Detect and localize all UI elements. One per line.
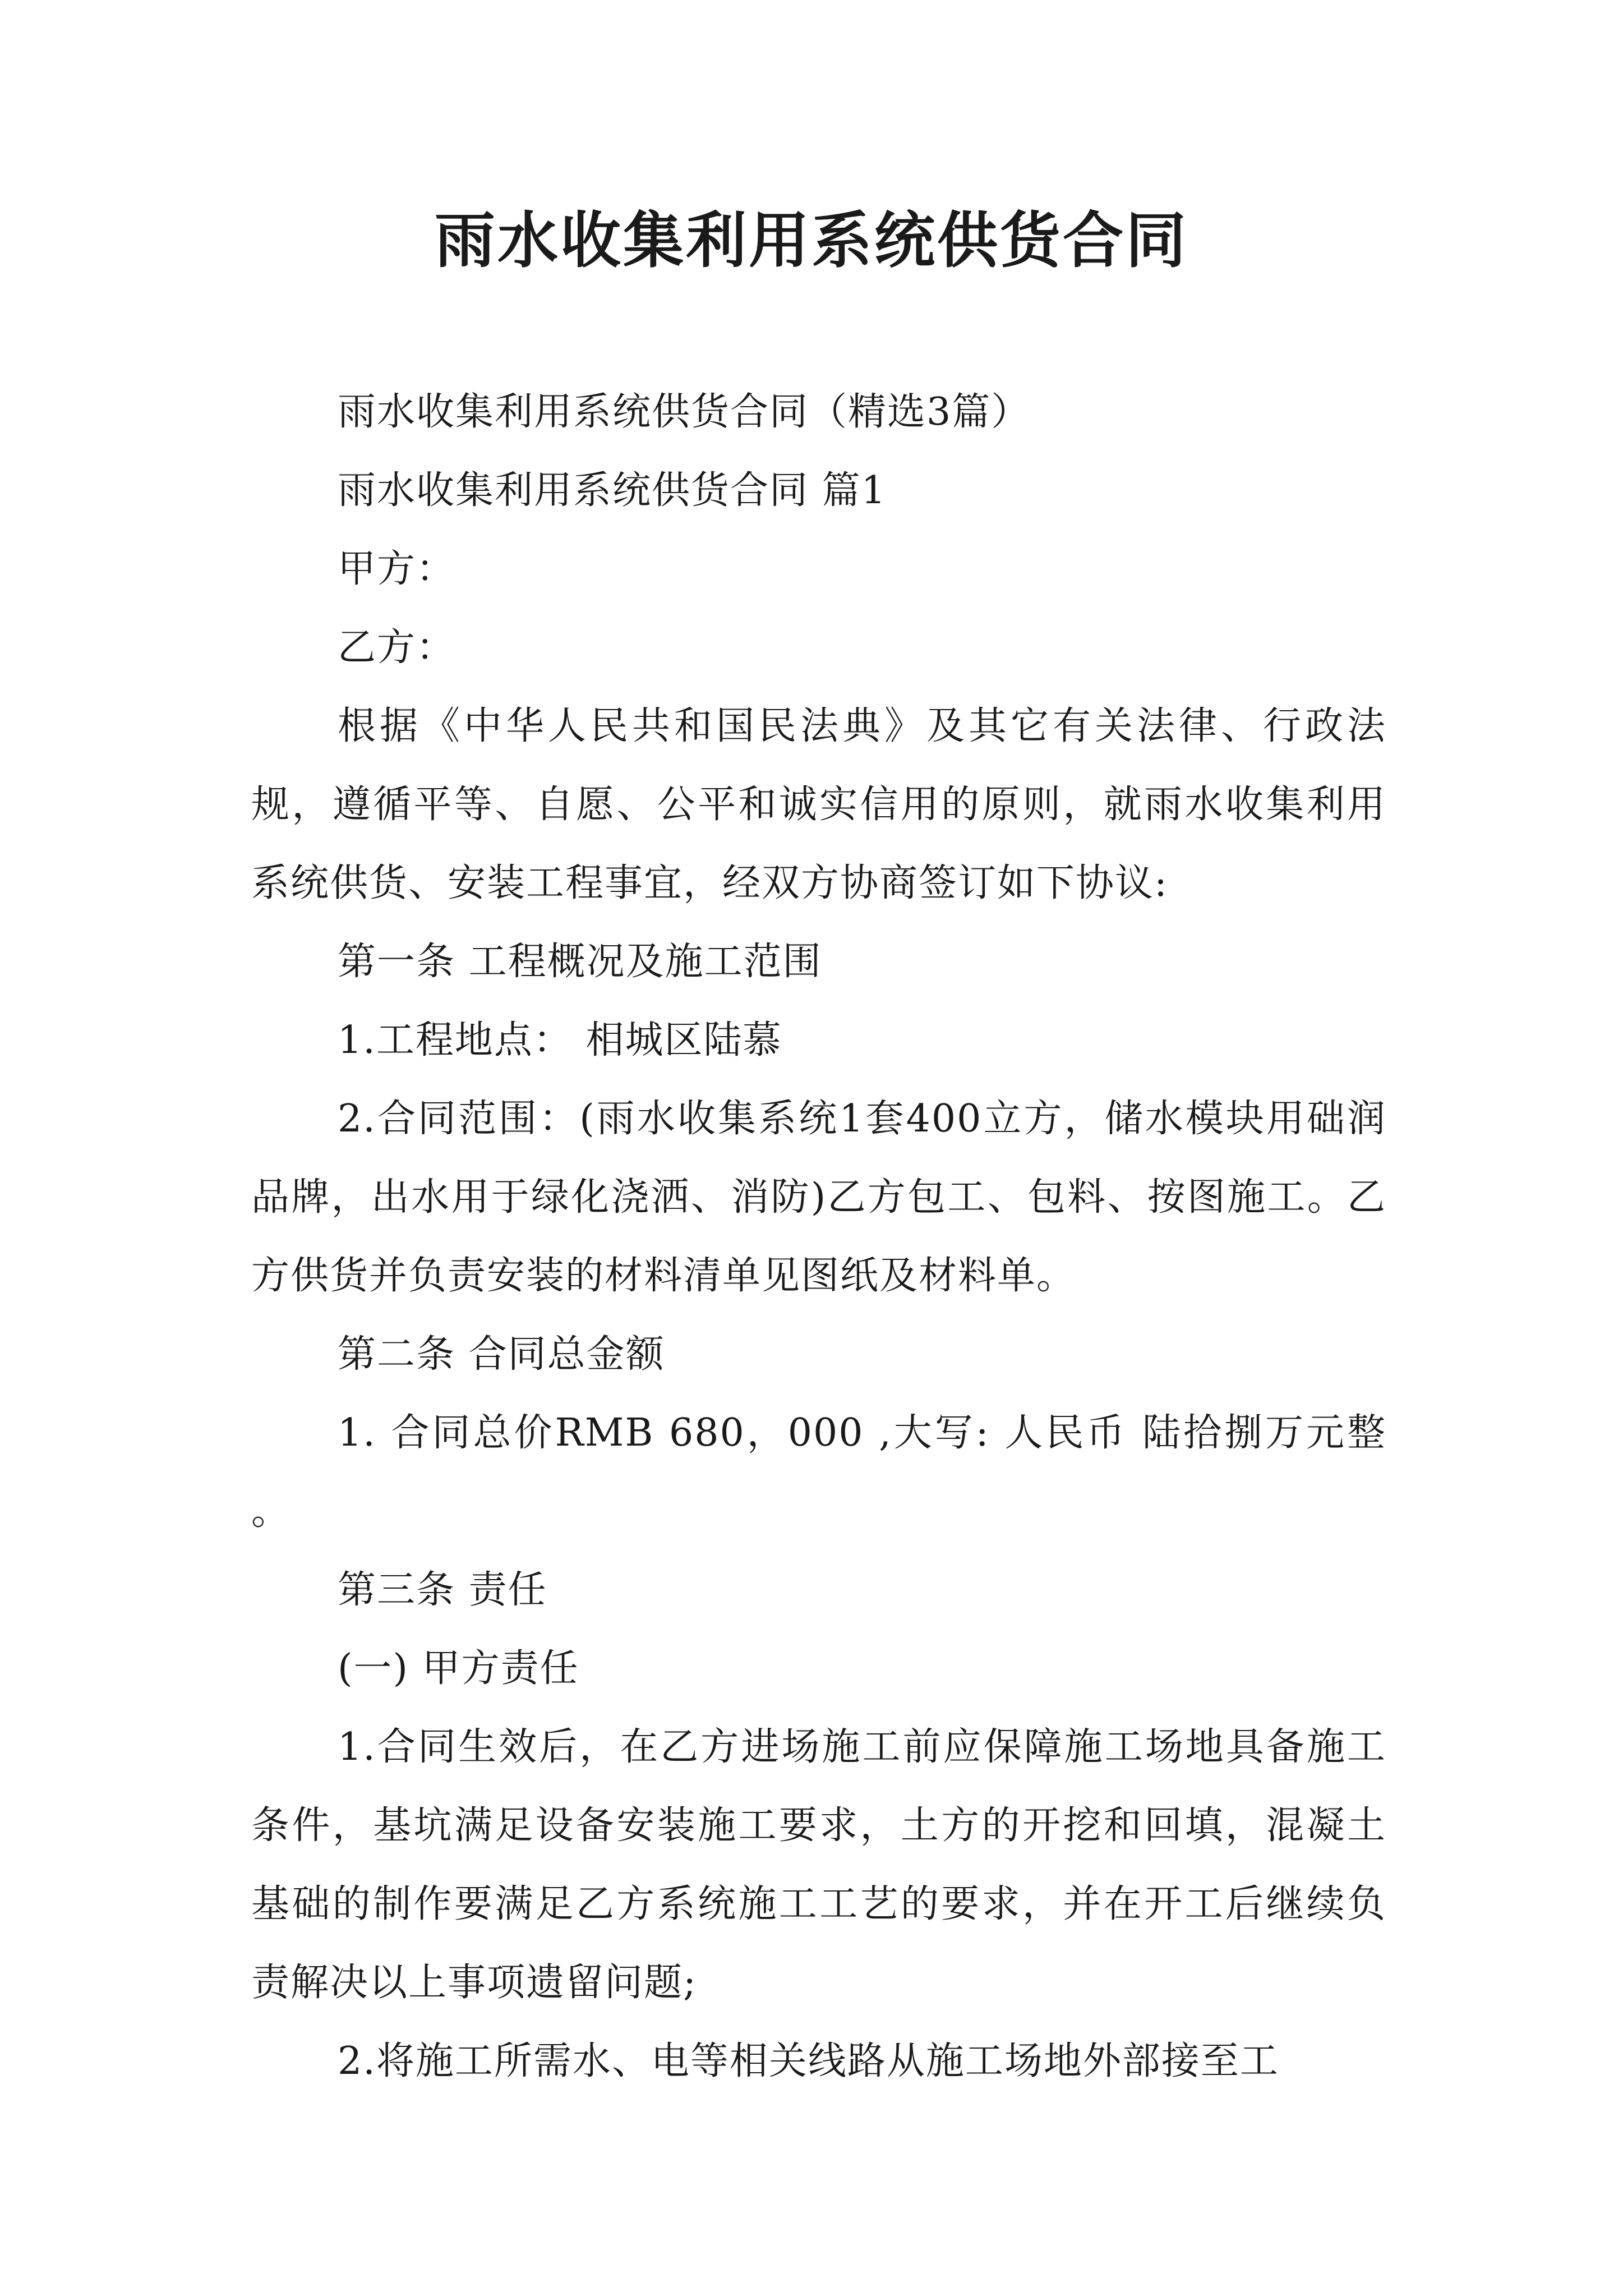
project-location: 1.工程地点： 相城区陆慕 [338, 1018, 782, 1062]
party-a-responsibilities-heading: (一) 甲方责任 [338, 1646, 579, 1691]
contract-total-price: 1. 合同总价RMB 680，000 ,大写: 人民币 陆拾捌万元整 。 [251, 1411, 1386, 1534]
party-b-label: 乙方： [338, 625, 456, 670]
preamble-paragraph: 根据《中华人民共和国民法典》及其它有关法律、行政法规，遵循平等、自愿、公平和诚实信用的原则，就雨水收集利用系统供货、安装工程事宜，经双方协商签订如下协议: [251, 704, 1386, 905]
contract-scope: 2.合同范围：(雨水收集系统1套400立方，储水模块用础润品牌，出水用于绿化浇洒、消防)乙方包工、包料、按图施工。乙方供货并负责安装的材料清单见图纸及材料单。 [251, 1097, 1386, 1298]
party-a-responsibility-2: 2.将施工所需水、电等相关线路从施工场地外部接至工 [338, 2039, 1279, 2083]
article-2-heading: 第二条 合同总金额 [338, 1332, 665, 1377]
article-1-heading: 第一条 工程概况及施工范围 [338, 940, 822, 984]
section-heading-part-1: 雨水收集利用系统供货合同 篇1 [338, 468, 887, 513]
party-a-responsibility-1: 1.合同生效后，在乙方进场施工前应保障施工场地具备施工条件，基坑满足设备安装施工要求，土方的开挖和回填，混凝土基础的制作要满足乙方系统施工工艺的要求，并在开工后继续负责解决以上事项遗留问题; [251, 1725, 1386, 2005]
article-3-heading: 第三条 责任 [338, 1568, 547, 1612]
document-title: 雨水收集利用系统供货合同 [434, 206, 1188, 276]
document-body [251, 373, 1386, 2101]
subtitle-selected-3: 雨水收集利用系统供货合同（精选3篇） [338, 390, 1031, 434]
party-a-label: 甲方： [338, 547, 456, 591]
